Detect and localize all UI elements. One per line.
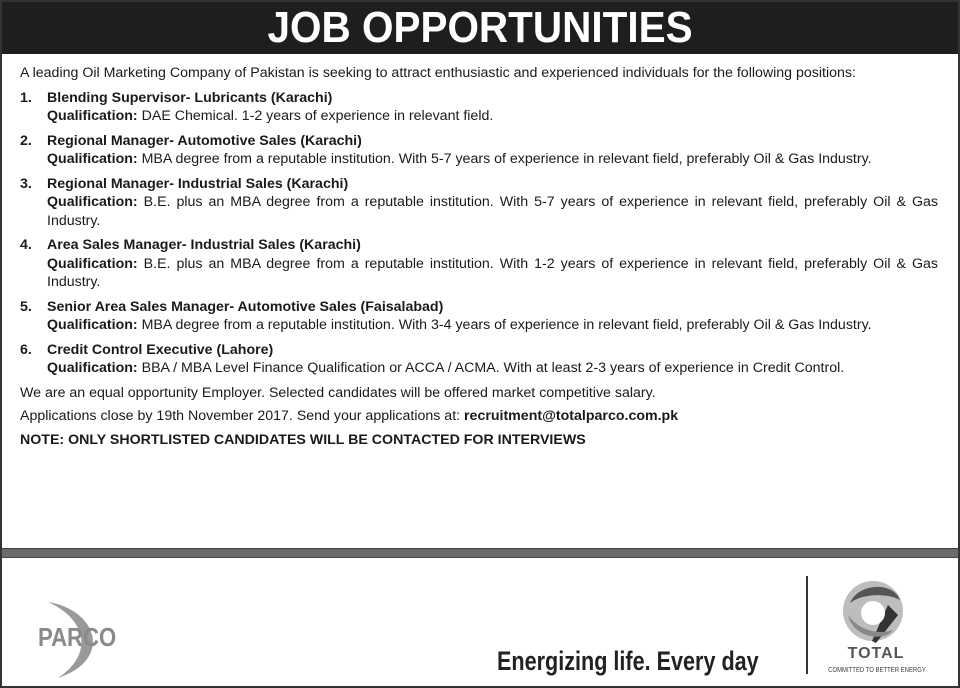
ad-body bbox=[20, 64, 938, 454]
qualification-text: MBA degree from a reputable institution. With 3-4 years of experience in relevant field, preferably Oil & Gas Industry. bbox=[141, 317, 872, 333]
qualification-text: BBA / MBA Level Finance Qualification or ACCA / ACMA. With at least 2-3 years of experience in Credit Control. bbox=[141, 360, 845, 376]
position-title: Regional Manager- Industrial Sales (Karachi) bbox=[47, 175, 349, 192]
position-number: 2. bbox=[20, 132, 32, 149]
qualification-label: Qualification: bbox=[47, 194, 138, 210]
qualification-text: DAE Chemical. 1-2 years of experience in relevant field. bbox=[141, 108, 494, 124]
qualification-label: Qualification: bbox=[47, 255, 138, 272]
position-item bbox=[20, 298, 938, 335]
intro-text: A leading Oil Marketing Company of Pakistan is seeking to attract enthusiastic and experienced individuals for the following positions: bbox=[20, 65, 856, 81]
qualification-label: Qualification: bbox=[47, 360, 138, 376]
divider-bar bbox=[2, 548, 958, 558]
position-number: 4. bbox=[20, 237, 32, 253]
slogan: Energizing life. Every day bbox=[497, 646, 759, 676]
position-title: Area Sales Manager- Industrial Sales (Karachi) bbox=[47, 237, 361, 253]
footer-divider bbox=[806, 576, 808, 674]
position-item bbox=[20, 132, 938, 169]
qualification-text: B.E. plus an MBA degree from a reputable institution. With 1-2 years of experience in relevant field, preferably Oil & Gas Industry. bbox=[47, 255, 938, 290]
applications-text bbox=[20, 407, 938, 426]
position-number: 5. bbox=[20, 298, 32, 315]
position-number: 1. bbox=[20, 89, 32, 106]
page-title: JOB OPPORTUNITIES bbox=[267, 3, 693, 52]
total-logo: TOTAL bbox=[847, 645, 905, 662]
position-item bbox=[20, 236, 938, 292]
total-logo-icon bbox=[838, 575, 908, 647]
email-link[interactable]: recruitment@totalparco.com.pk bbox=[464, 408, 679, 424]
qualification-label: Qualification: bbox=[47, 151, 138, 167]
equal-opportunity-text: We are an equal opportunity Employer. Selected candidates will be offered market competitive salary. bbox=[20, 384, 656, 401]
total-tagline: COMMITTED TO BETTER ENERGY bbox=[828, 667, 926, 674]
positions-list bbox=[20, 89, 938, 378]
position-item bbox=[20, 175, 938, 231]
qualification-text: MBA degree from a reputable institution. With 5-7 years of experience in relevant field, preferably Oil & Gas Industry. bbox=[141, 151, 872, 167]
qualification-label: Qualification: bbox=[47, 317, 138, 333]
note-text: NOTE: ONLY SHORTLISTED CANDIDATES WILL BE CONTACTED FOR INTERVIEWS bbox=[20, 431, 586, 448]
qualification-text: B.E. plus an MBA degree from a reputable institution. With 5-7 years of experience in relevant field, preferably Oil & Gas Industry. bbox=[47, 194, 938, 229]
position-number: 3. bbox=[20, 175, 32, 192]
position-title: Credit Control Executive (Lahore) bbox=[47, 341, 274, 358]
position-title: Regional Manager- Automotive Sales (Karachi) bbox=[47, 132, 362, 149]
position-item bbox=[20, 89, 938, 126]
position-number: 6. bbox=[20, 341, 32, 358]
position-item bbox=[20, 341, 938, 378]
position-title: Blending Supervisor- Lubricants (Karachi) bbox=[47, 89, 333, 106]
parco-logo: PARCO bbox=[38, 622, 117, 652]
applications-deadline: Applications close by 19th November 2017. Send your applications at: bbox=[20, 408, 465, 424]
position-title: Senior Area Sales Manager- Automotive Sales (Faisalabad) bbox=[47, 298, 444, 315]
page-title-banner bbox=[2, 2, 958, 54]
qualification-label: Qualification: bbox=[47, 108, 138, 124]
